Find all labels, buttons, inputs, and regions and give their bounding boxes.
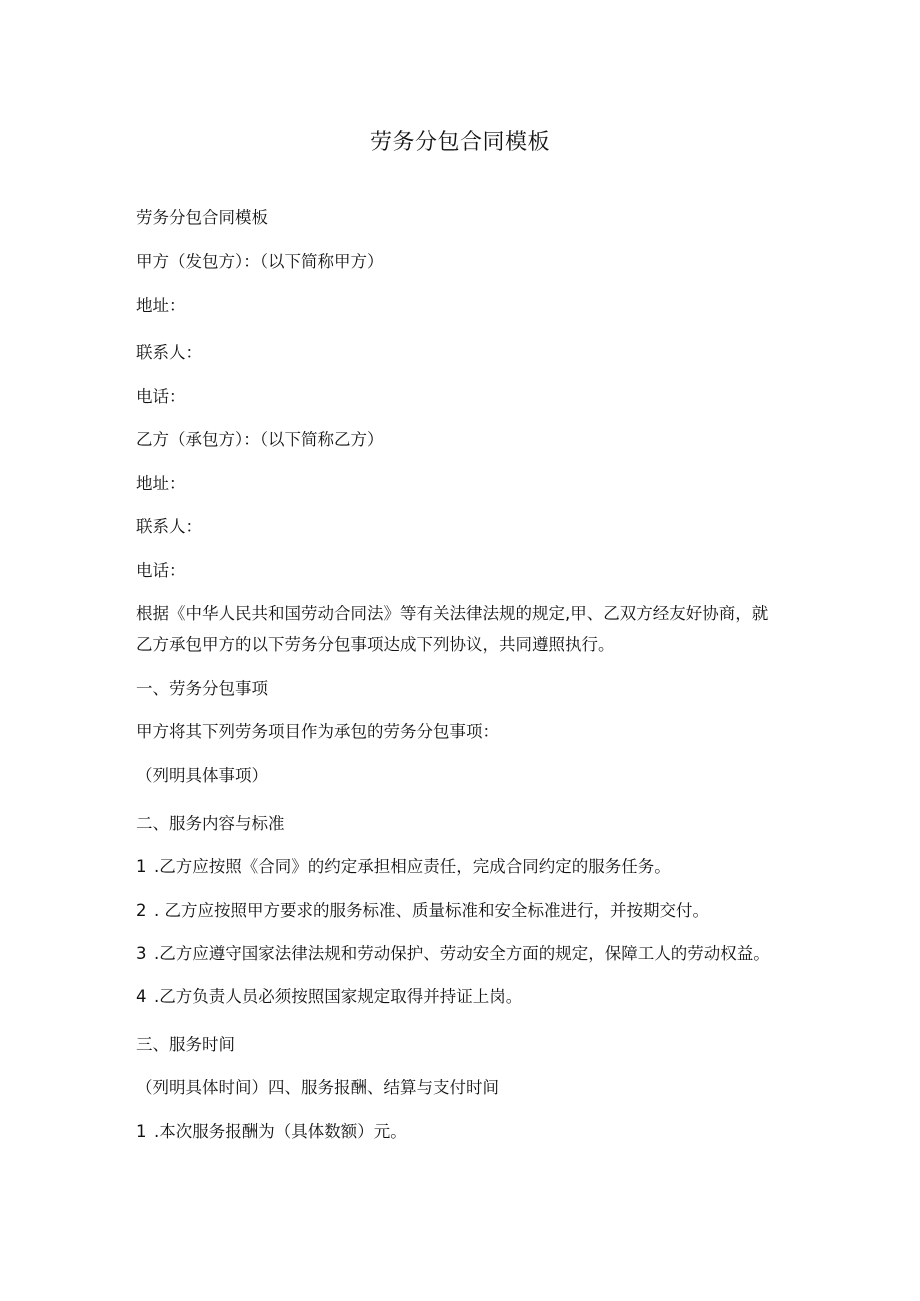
item-number: 3 [136, 944, 147, 963]
party-b-label: 乙方（承包方）：（以下简称乙方） [136, 430, 384, 449]
section-2-heading: 二、服务内容与标准 [136, 814, 285, 833]
party-a-address: 地址： [136, 296, 186, 315]
section-1-heading: 一、劳务分包事项 [136, 679, 268, 698]
party-b-phone: 电话： [136, 561, 186, 580]
section-1-placeholder: （列明具体事项） [136, 766, 268, 785]
item-number: 1 [136, 1122, 147, 1141]
party-a-label: 甲方（发包方）：（以下简称甲方） [136, 252, 384, 271]
document-subtitle: 劳务分包合同模板 [136, 208, 268, 227]
party-a-contact: 联系人： [136, 343, 202, 362]
item-text: . 乙方应按照甲方要求的服务标准、质量标准和安全标准进行，并按期交付。 [154, 901, 709, 920]
party-b-address: 地址： [136, 474, 186, 493]
preamble-line-1: 根据《中华人民共和国劳动合同法》等有关法律法规的规定,甲、乙双方经友好协商，就 [136, 604, 769, 623]
section-2-item [136, 856, 671, 878]
section-2-item [136, 943, 770, 965]
item-number: 4 [136, 987, 147, 1006]
preamble-line-2: 乙方承包甲方的以下劳务分包事项达成下列协议，共同遵照执行。 [136, 635, 615, 654]
item-text: .乙方应遵守国家法律法规和劳动保护、劳动安全方面的规定，保障工人的劳动权益。 [154, 944, 770, 963]
party-b-contact: 联系人： [136, 517, 202, 536]
section-2-item [136, 900, 709, 922]
party-a-phone: 电话： [136, 387, 186, 406]
section-4-item [136, 1121, 407, 1143]
section-1-text: 甲方将其下列劳务项目作为承包的劳务分包事项： [136, 722, 499, 741]
item-text: .乙方应按照《合同》的约定承担相应责任，完成合同约定的服务任务。 [154, 857, 671, 876]
section-2-item [136, 986, 522, 1008]
item-number: 1 [136, 857, 147, 876]
document-title: 劳务分包合同模板 [369, 130, 550, 155]
section-3-text: （列明具体时间）四、服务报酬、结算与支付时间 [136, 1078, 499, 1097]
section-3-heading: 三、服务时间 [136, 1035, 235, 1054]
item-text: .本次服务报酬为（具体数额）元。 [154, 1122, 407, 1141]
item-number: 2 [136, 901, 147, 920]
item-text: .乙方负责人员必须按照国家规定取得并持证上岗。 [154, 987, 523, 1006]
